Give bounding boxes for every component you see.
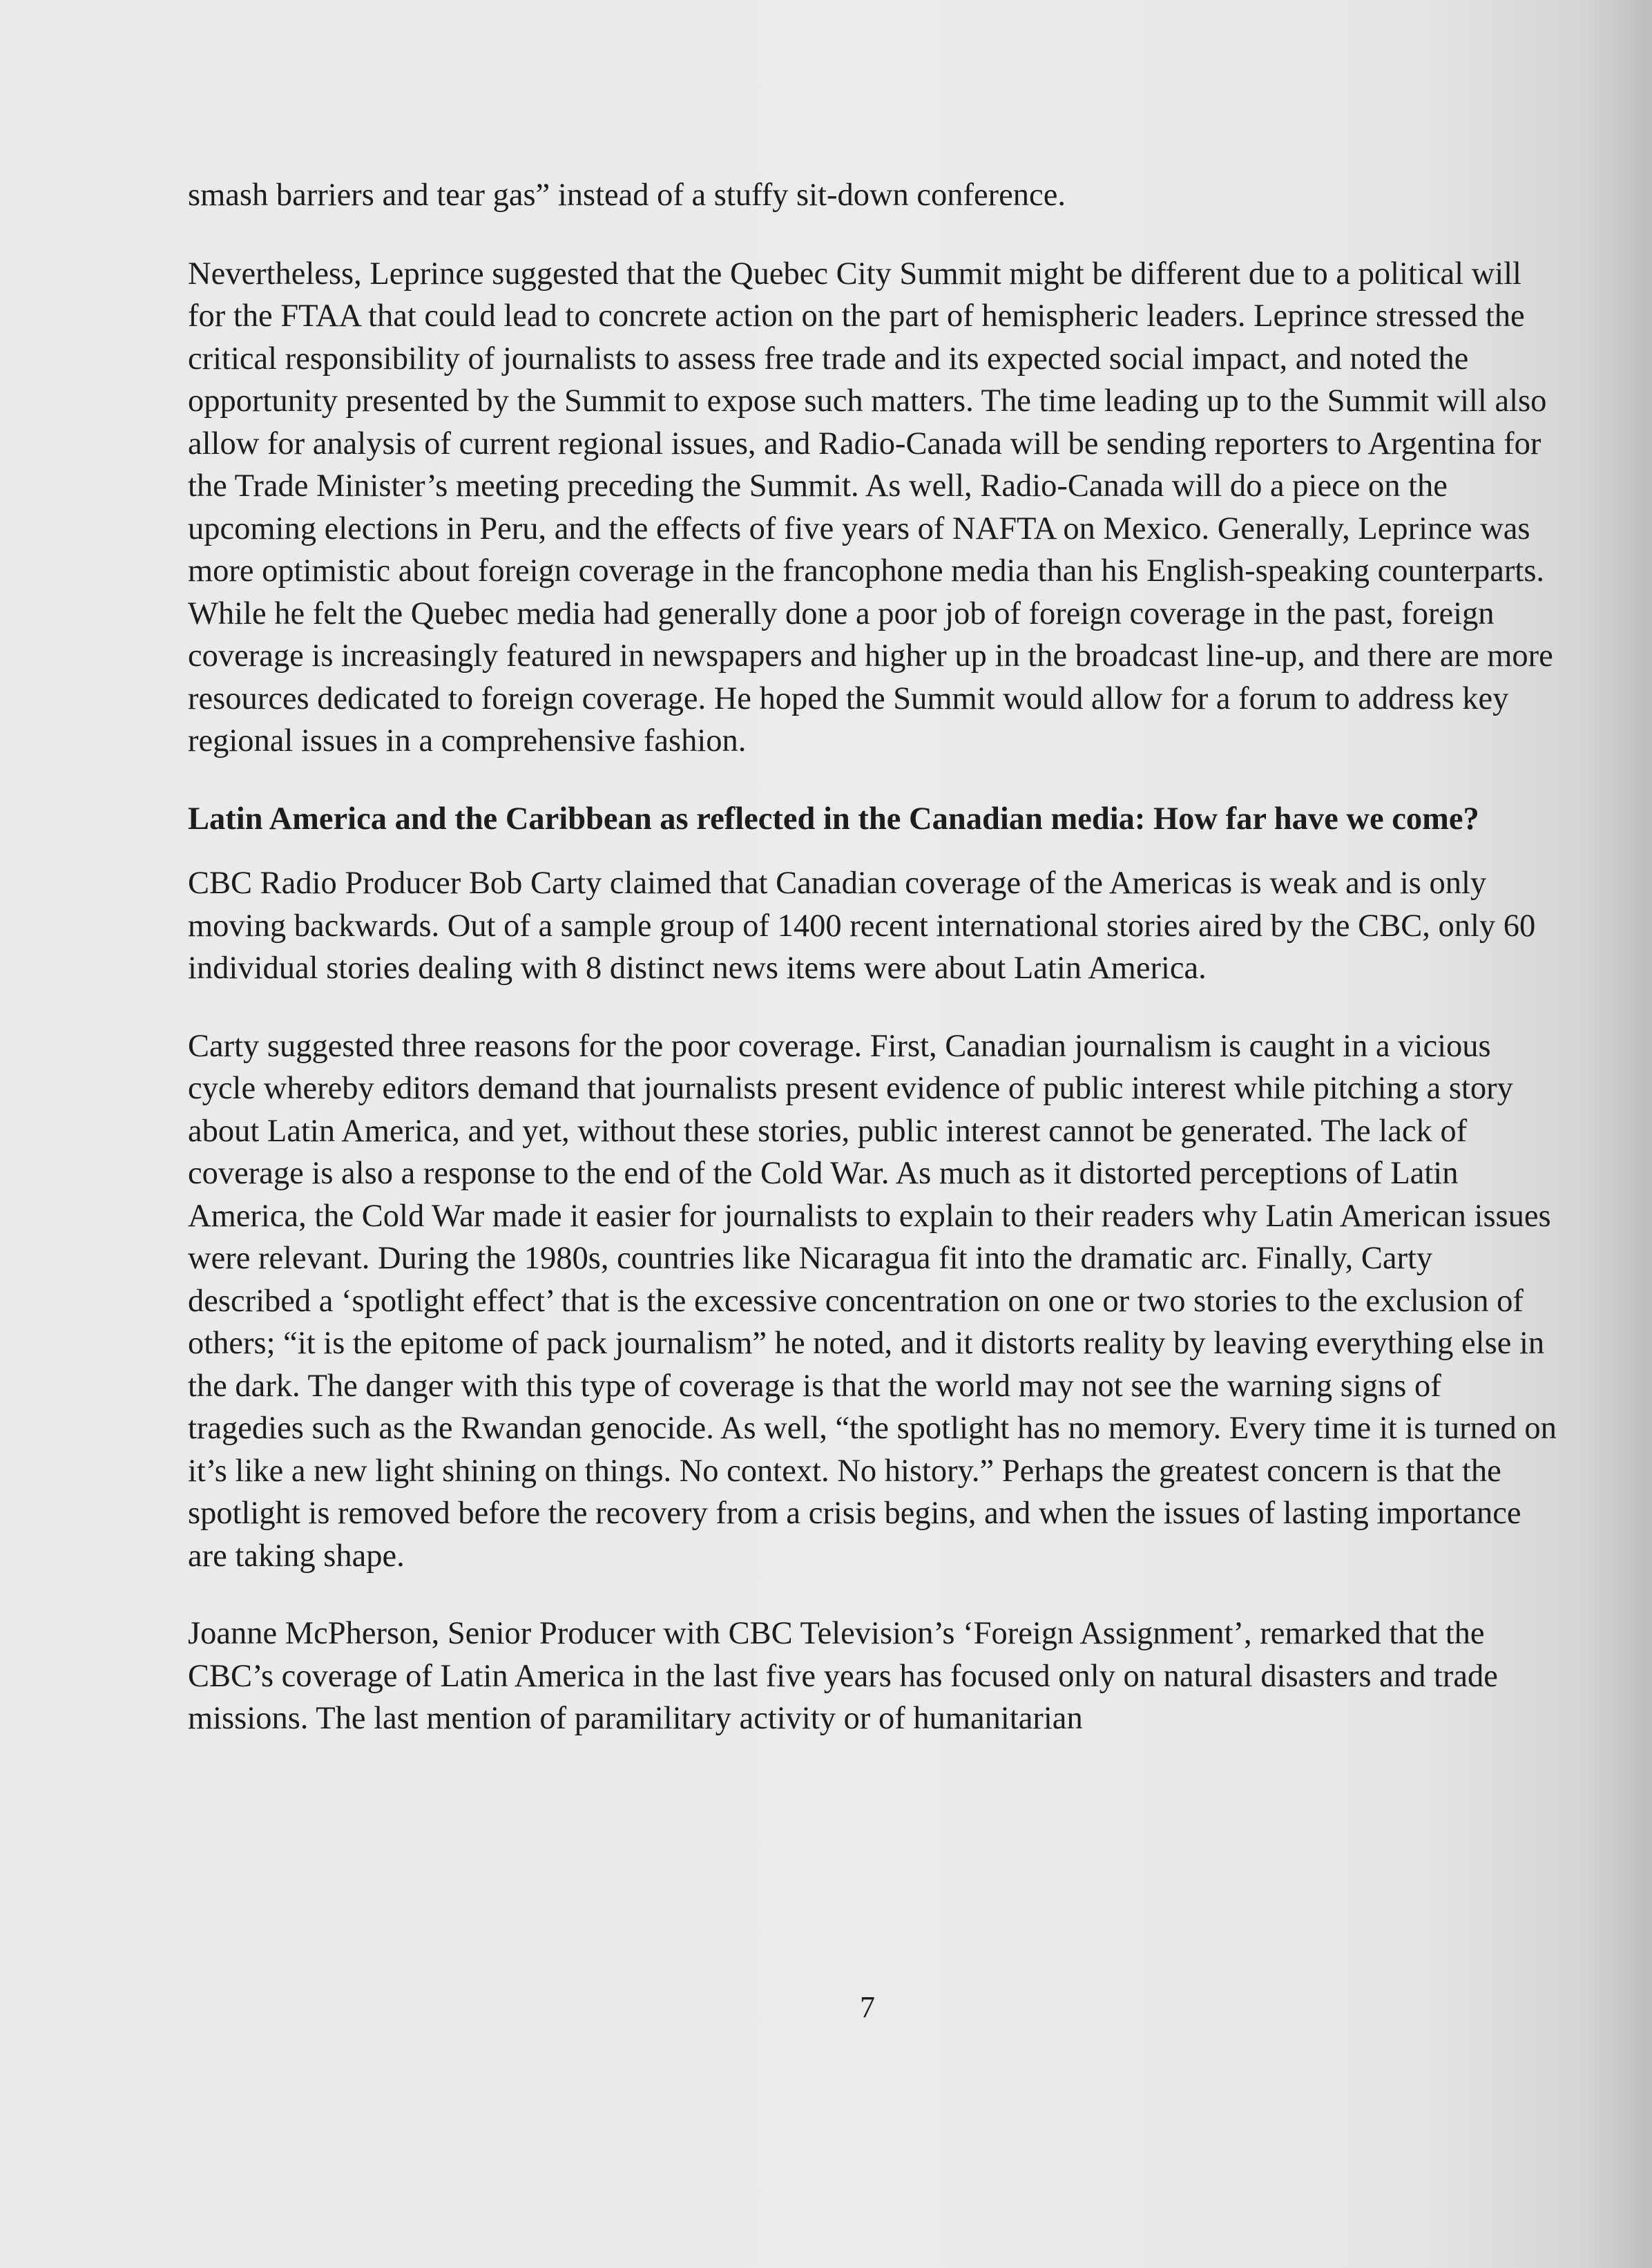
section-heading: Latin America and the Caribbean as reflected in the Canadian media: How far have we come? [188,801,1479,837]
paragraph-continuation: smash barriers and tear gas” instead of a stuffy sit-down conference. [188,178,1066,213]
page-body [188,174,1562,1775]
page-number: 7 [860,1990,875,2024]
paragraph-carty-intro: CBC Radio Producer Bob Carty claimed that Canadian coverage of the Americas is weak and is only moving backwards. Out of a sample group of 1400 recent international stories aired by the CBC, only 60 individual stories dealing with 8 distinct news items were about Latin America. [188,866,1536,986]
paragraph-leprince: Nevertheless, Leprince suggested that the Quebec City Summit might be different due to a political will for the FTAA that could lead to concrete action on the part of hemispheric leaders. Leprince stressed the critical responsibility of journalists to assess free trade and its expected social impact, and noted the opportunity presented by the Summit to expose such matters. The time leading up to the Summit will also allow for analysis of current regional issues, and Radio-Canada will be sending reporters to Argentina for the Trade Minister’s meeting preceding the Summit. As well, Radio-Canada will do a piece on the upcoming elections in Peru, and the effects of five years of NAFTA on Mexico. Generally, Leprince was more optimistic about foreign coverage in the francophone media than his English-speaking counterparts. While he felt the Quebec media had generally done a poor job of foreign coverage in the past, foreign coverage is increasingly featured in newspapers and higher up in the broadcast line-up, and there are more resources dedicated to foreign coverage. He hoped the Summit would allow for a forum to address key regional issues in a comprehensive fashion. [188,256,1553,759]
paragraph-mcpherson: Joanne McPherson, Senior Producer with CBC Television’s ‘Foreign Assignment’, remarked that the CBC’s coverage of Latin America in the last five years has focused only on natural disasters and trade missions. The last mention of paramilitary activity or of humanitarian [188,1616,1498,1736]
paragraph-carty-reasons: Carty suggested three reasons for the poor coverage. First, Canadian journalism is caught in a vicious cycle whereby editors demand that journalists present evidence of public interest while pitching a story about Latin America, and yet, without these stories, public interest cannot be generated. The lack of coverage is also a response to the end of the Cold War. As much as it distorted perceptions of Latin America, the Cold War made it easier for journalists to explain to their readers why Latin American issues were relevant. During the 1980s, countries like Nicaragua fit into the dramatic arc. Finally, Carty described a ‘spotlight effect’ that is the excessive concentration on one or two stories to the exclusion of others; “it is the epitome of pack journalism” he noted, and it distorts reality by leaving everything else in the dark. The danger with this type of coverage is that the world may not see the warning signs of tragedies such as the Rwandan genocide. As well, “the spotlight has no memory. Every time it is turned on it’s like a new light shining on things. No context. No history.” Perhaps the greatest concern is that the spotlight is removed before the recovery from a crisis begins, and when the issues of lasting importance are taking shape. [188,1028,1557,1574]
